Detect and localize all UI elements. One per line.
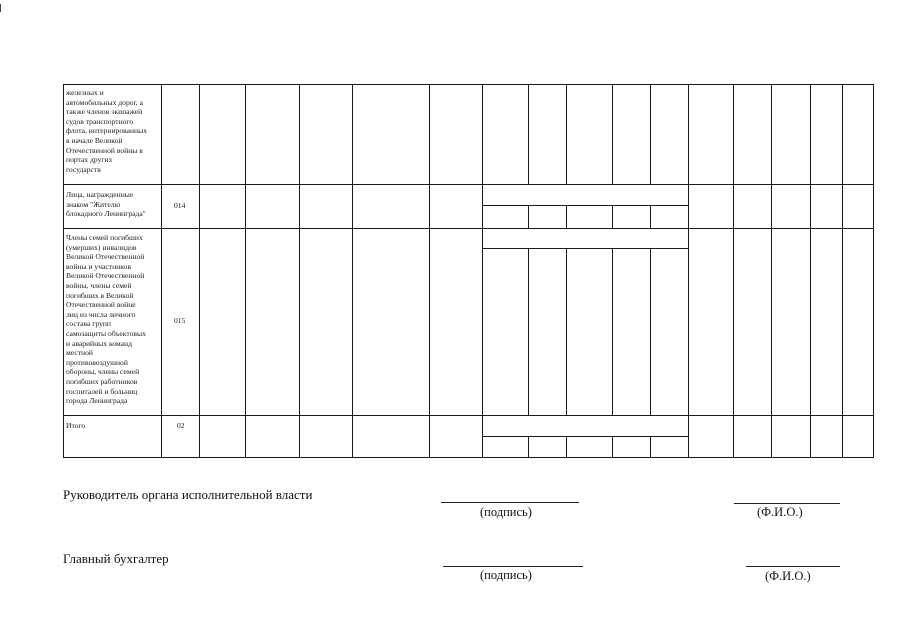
row-divider-3 <box>63 415 873 416</box>
row-divider-1 <box>63 184 873 185</box>
group-col-a-r4 <box>528 436 529 457</box>
row-code-02: 02 <box>177 421 185 430</box>
row-label-total: Итого <box>66 421 86 430</box>
col-line-5 <box>352 84 353 458</box>
group-col-c-r2 <box>612 205 613 228</box>
row-label-blockade: Лица, награжденные знаком "Жителю блокадного Ленинграда" <box>66 190 146 219</box>
table-top-border <box>63 84 873 85</box>
row-divider-2 <box>63 228 873 229</box>
group-col-a-r2 <box>528 205 529 228</box>
col-line-17 <box>873 84 874 458</box>
head-name-line <box>734 503 840 504</box>
group-col-b-r1 <box>566 84 567 184</box>
subrow-line-014 <box>482 205 688 206</box>
col-line-15 <box>810 84 811 458</box>
group-col-c-r1 <box>612 84 613 184</box>
accountant-name-line <box>746 566 840 567</box>
group-col-d-r2 <box>650 205 651 228</box>
group-col-a-r3 <box>528 248 529 415</box>
subrow-line-015a <box>482 248 688 249</box>
col-line-4 <box>299 84 300 458</box>
col-line-14 <box>771 84 772 458</box>
accountant-signature-line <box>443 566 583 567</box>
group-col-a-r1 <box>528 84 529 184</box>
row-label-interned: железных и автомобильных дорог, а также членов экипажей судов транспортного флота, интернированных в начале Великой Отечественной войны в портах других государств <box>66 88 148 174</box>
group-col-b-r2 <box>566 205 567 228</box>
group-col-d-r1 <box>650 84 651 184</box>
head-signature-line <box>441 502 579 503</box>
col-line-7 <box>482 84 483 458</box>
col-line-12 <box>688 84 689 458</box>
group-col-c-r3 <box>612 248 613 415</box>
row-label-families: Члены семей погибших (умерших) инвалидов Великой Отечественной войны и участников Великой Отечественной войны, члены семей погибших в Великой Отечественной войне лиц из числа личного состава групп самозащиты объектовых и аварийных команд местной противовоздушной обороны, члены семей погибших работников госпиталей и больниц города Ленинграда <box>66 233 146 406</box>
head-official-label: Руководитель органа исполнительной власти <box>63 487 313 502</box>
group-col-d-r3 <box>650 248 651 415</box>
group-col-b-r3 <box>566 248 567 415</box>
row-code-015: 015 <box>174 316 186 325</box>
accountant-name-caption: (Ф.И.О.) <box>765 569 811 583</box>
chief-accountant-label: Главный бухгалтер <box>63 551 169 566</box>
row-code-014: 014 <box>174 201 186 210</box>
accountant-signature-caption: (подпись) <box>480 568 532 582</box>
head-name-caption: (Ф.И.О.) <box>757 505 803 519</box>
head-signature-caption: (подпись) <box>480 505 532 519</box>
col-line-16 <box>842 84 843 458</box>
col-line-13 <box>733 84 734 458</box>
col-line-0 <box>63 84 64 458</box>
group-col-c-r4 <box>612 436 613 457</box>
col-line-1 <box>161 84 162 458</box>
col-line-3 <box>245 84 246 458</box>
table-bottom-border <box>63 457 873 458</box>
group-col-d-r4 <box>650 436 651 457</box>
subrow-line-02 <box>482 436 688 437</box>
col-line-2 <box>199 84 200 458</box>
group-col-b-r4 <box>566 436 567 457</box>
col-line-6 <box>429 84 430 458</box>
